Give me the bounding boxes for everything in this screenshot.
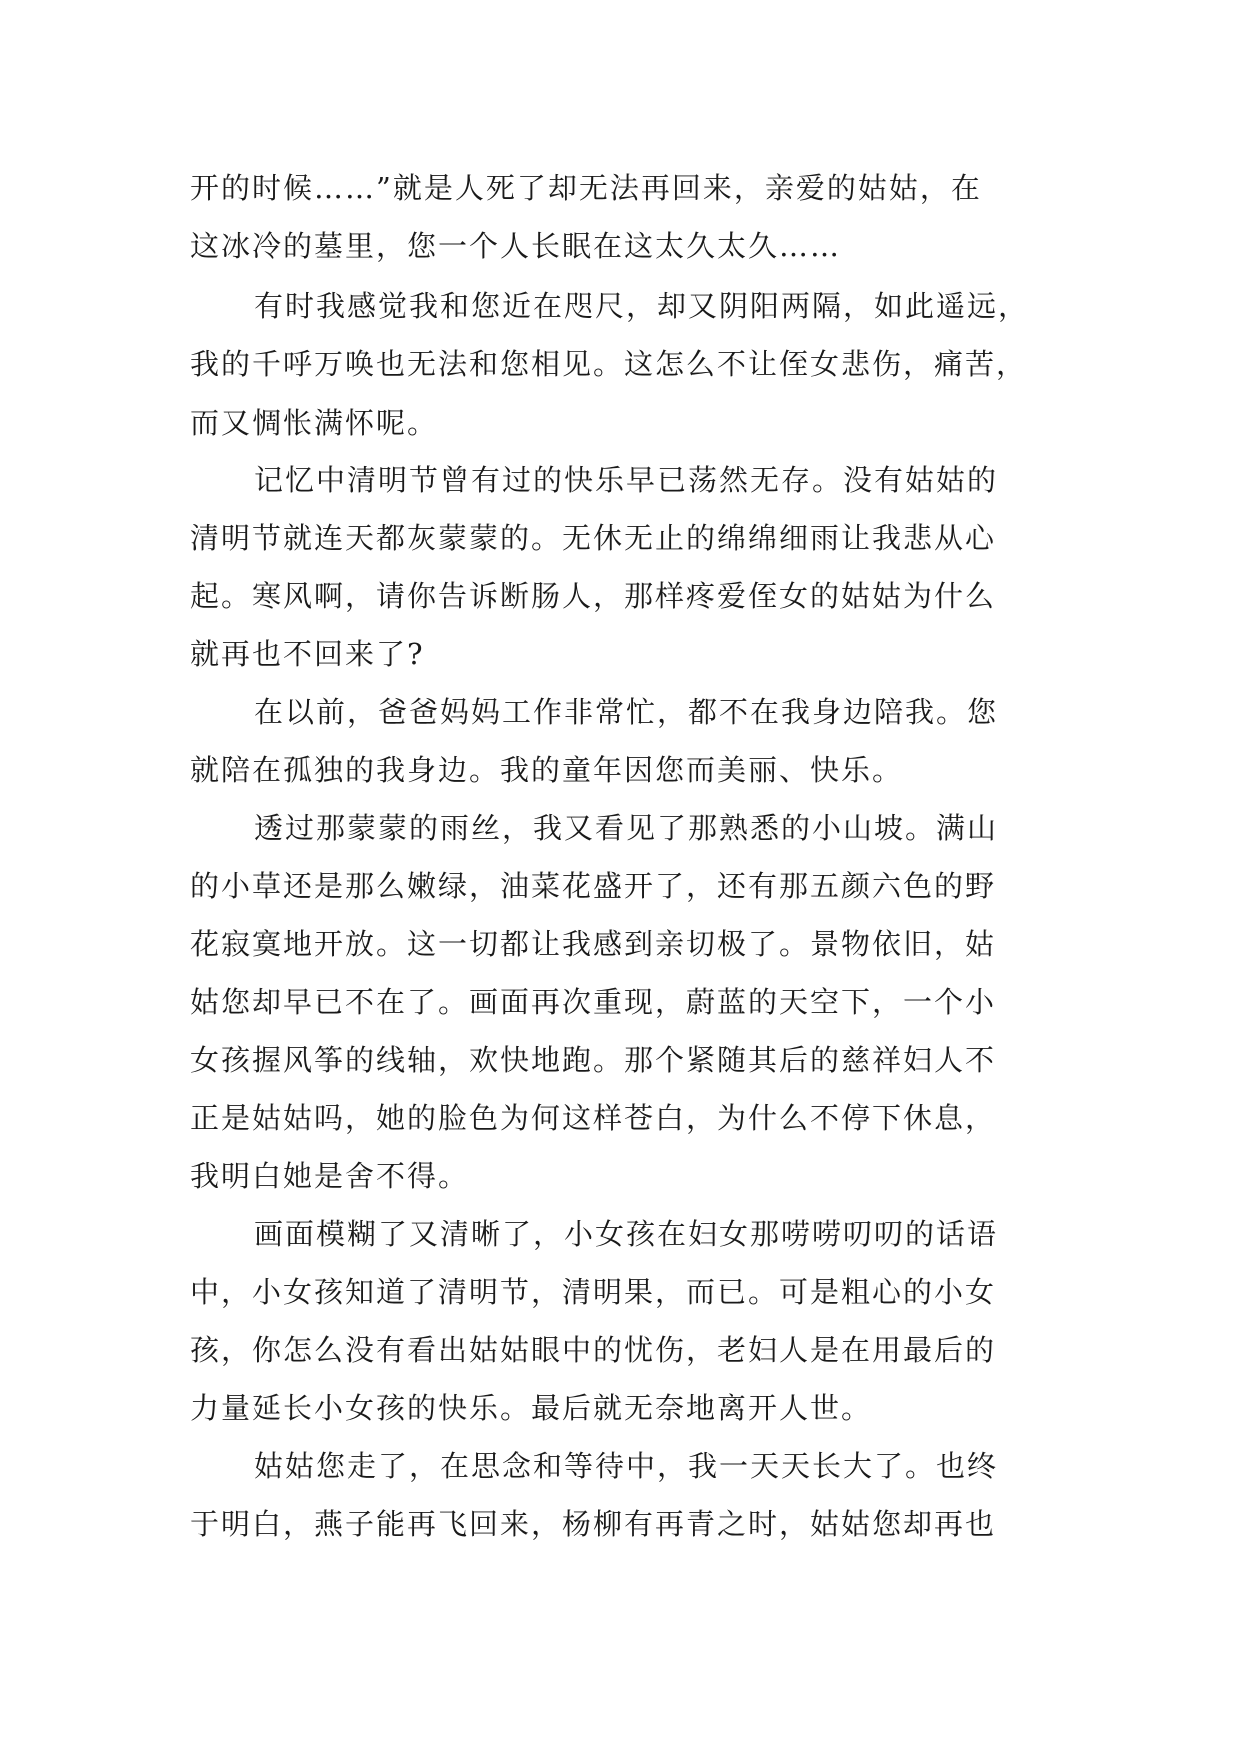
paragraph-first-line: 在以前，爸爸妈妈工作非常忙，都不在我身边陪我。您 bbox=[254, 695, 999, 729]
text-line: 女孩握风筝的线轴，欢快地跑。那个紧随其后的慈祥妇人不 bbox=[190, 1043, 997, 1077]
paragraph-first-line: 画面模糊了又清晰了，小女孩在妇女那唠唠叨叨的话语 bbox=[254, 1217, 999, 1251]
text-line: 力量延长小女孩的快乐。最后就无奈地离开人世。 bbox=[190, 1391, 873, 1425]
text-line: 于明白，燕子能再飞回来，杨柳有再青之时，姑姑您却再也 bbox=[190, 1507, 997, 1541]
text-line: 孩，你怎么没有看出姑姑眼中的忧伤，老妇人是在用最后的 bbox=[190, 1333, 997, 1367]
text-line: 这冰冷的墓里，您一个人长眠在这太久太久…… bbox=[190, 229, 842, 263]
paragraph-first-line: 透过那蒙蒙的雨丝，我又看见了那熟悉的小山坡。满山 bbox=[254, 811, 999, 845]
paragraph-first-line: 有时我感觉我和您近在咫尺，却又阴阳两隔，如此遥远， bbox=[254, 289, 1030, 323]
paragraph-first-line: 姑姑您走了，在思念和等待中，我一天天长大了。也终 bbox=[254, 1449, 999, 1483]
text-line: 就再也不回来了? bbox=[190, 637, 425, 671]
text-line: 的小草还是那么嫩绿，油菜花盛开了，还有那五颜六色的野 bbox=[190, 869, 997, 903]
paragraph-first-line: 记忆中清明节曾有过的快乐早已荡然无存。没有姑姑的 bbox=[254, 463, 999, 497]
text-line: 我的千呼万唤也无法和您相见。这怎么不让侄女悲伤，痛苦， bbox=[190, 347, 1028, 381]
text-line: 起。寒风啊，请你告诉断肠人，那样疼爱侄女的姑姑为什么 bbox=[190, 579, 997, 613]
text-line: 姑您却早已不在了。画面再次重现，蔚蓝的天空下，一个小 bbox=[190, 985, 997, 1019]
text-line: 清明节就连天都灰蒙蒙的。无休无止的绵绵细雨让我悲从心 bbox=[190, 521, 997, 555]
text-line: 开的时候……”就是人死了却无法再回来，亲爱的姑姑，在 bbox=[190, 171, 982, 205]
text-line: 花寂寞地开放。这一切都让我感到亲切极了。景物依旧，姑 bbox=[190, 927, 997, 961]
text-line: 我明白她是舍不得。 bbox=[190, 1159, 470, 1193]
text-line: 而又惆怅满怀呢。 bbox=[190, 406, 439, 440]
text-line: 中，小女孩知道了清明节，清明果，而已。可是粗心的小女 bbox=[190, 1275, 997, 1309]
text-line: 正是姑姑吗，她的脸色为何这样苍白，为什么不停下休息， bbox=[190, 1101, 997, 1135]
text-line: 就陪在孤独的我身边。我的童年因您而美丽、快乐。 bbox=[190, 753, 904, 787]
